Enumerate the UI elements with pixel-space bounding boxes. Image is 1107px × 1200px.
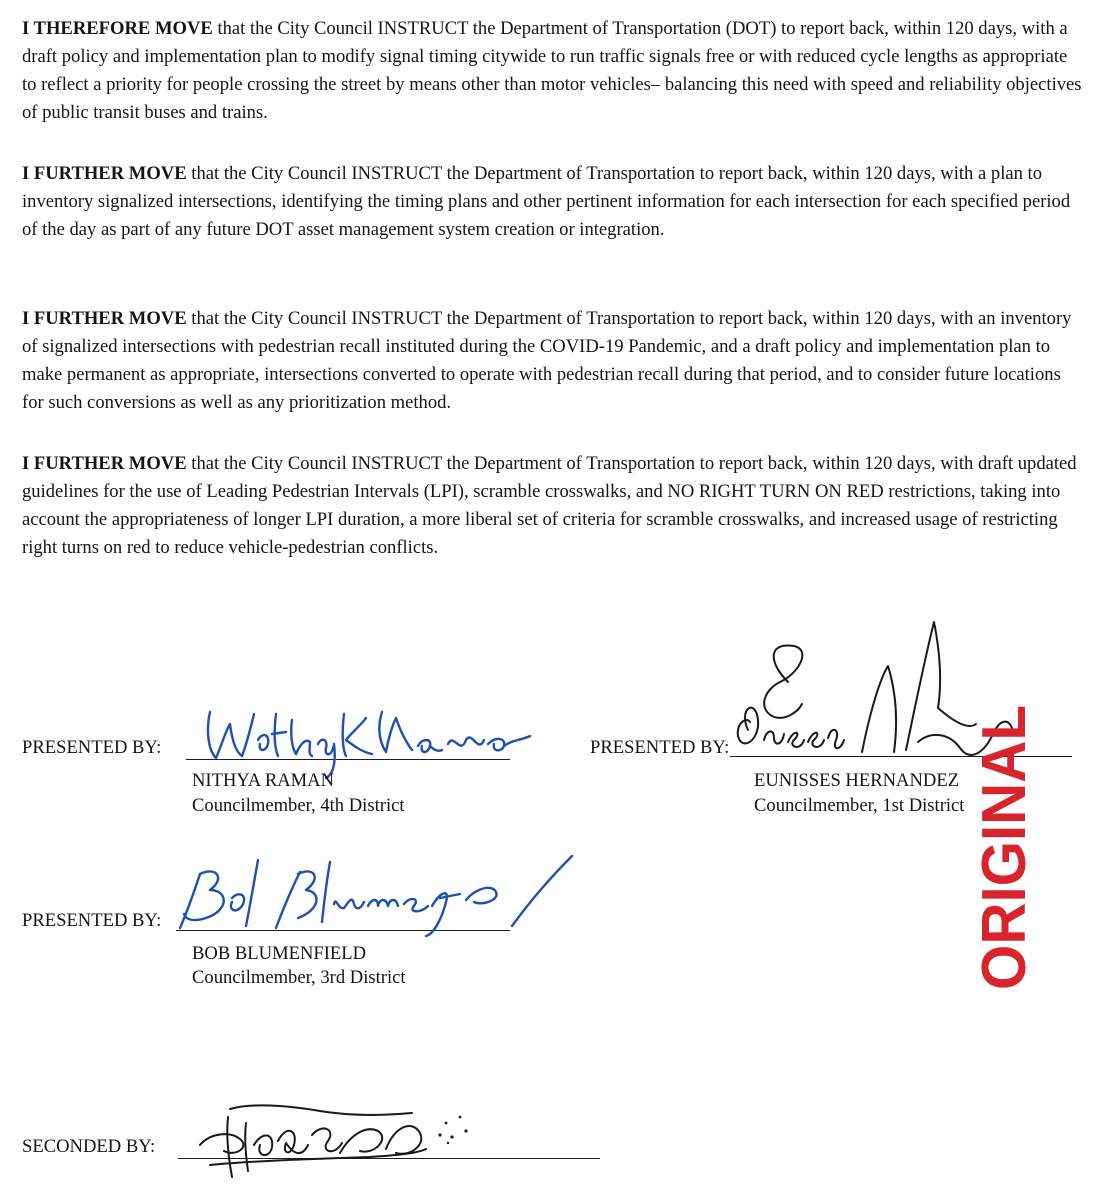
member-name: NITHYA RAMAN [192,770,335,791]
motion-body: that the City Council INSTRUCT the Department of Transportation to report back, within 120 days, with a plan to inventory signalized intersections, identifying the timing plans and other pertinent information for each intersection for each specified period of the day as part of any future DOT asset management system creation or integration. [22,163,1071,240]
member-name: BOB BLUMENFIELD [192,943,367,964]
seconded-by-label: SECONDED BY: [22,1136,156,1157]
member-title: Councilmember, 1st District [754,795,965,816]
motion-body: that the City Council INSTRUCT the Department of Transportation to report back, within 120 days, with an inventory of signalized intersections with pedestrian recall instituted during the COVID-19 Pandemic, and a draft policy and implementation plan to make permanent as appropriate, intersections converted to operate with pedestrian recall during that period, and to consider future locations for such conversions as well as any prioritization method. [22,308,1072,413]
motion-body: that the City Council INSTRUCT the Department of Transportation (DOT) to report back, within 120 days, with a draft policy and implementation plan to modify signal timing citywide to run traffic signals free or with reduced cycle lengths as appropriate to reflect a priority for people crossing the street by means other than motor vehicles– balancing this need with speed and reliability objectives of public transit buses and trains. [22,18,1082,123]
signature-seconded [190,1095,510,1185]
member-name: EUNISSES HERNANDEZ [754,770,960,791]
motion-lead: I FURTHER MOVE [22,453,187,474]
motion-lead: I THEREFORE MOVE [22,18,213,39]
presented-by-label: PRESENTED BY: [590,737,730,758]
motion-body: that the City Council INSTRUCT the Department of Transportation to report back, within 120 days, with draft updated guidelines for the use of Leading Pedestrian Intervals (LPI), scramble crosswalks, and NO RIGHT TURN ON RED restrictions, taking into account the appropriateness of longer LPI duration, a more liberal set of criteria for scramble crosswalks, and increased usage of restricting right turns on red to reduce vehicle-pedestrian conflicts. [22,453,1077,558]
presented-by-label: PRESENTED BY: [22,737,162,758]
motion-paragraph-3 [22,305,1084,417]
motion-paragraph-4 [22,450,1084,562]
signature-raman [196,700,556,780]
original-stamp [955,686,1065,1000]
motion-paragraph-2 [22,160,1084,244]
motion-paragraph-1 [22,15,1084,127]
original-stamp-text: ORIGINAL [970,686,1039,990]
member-title: Councilmember, 4th District [192,795,405,816]
presented-by-label: PRESENTED BY: [22,910,162,931]
motion-lead: I FURTHER MOVE [22,308,187,329]
signature-blumenfield [170,848,590,938]
motion-lead: I FURTHER MOVE [22,163,187,184]
member-title: Councilmember, 3rd District [192,967,406,988]
